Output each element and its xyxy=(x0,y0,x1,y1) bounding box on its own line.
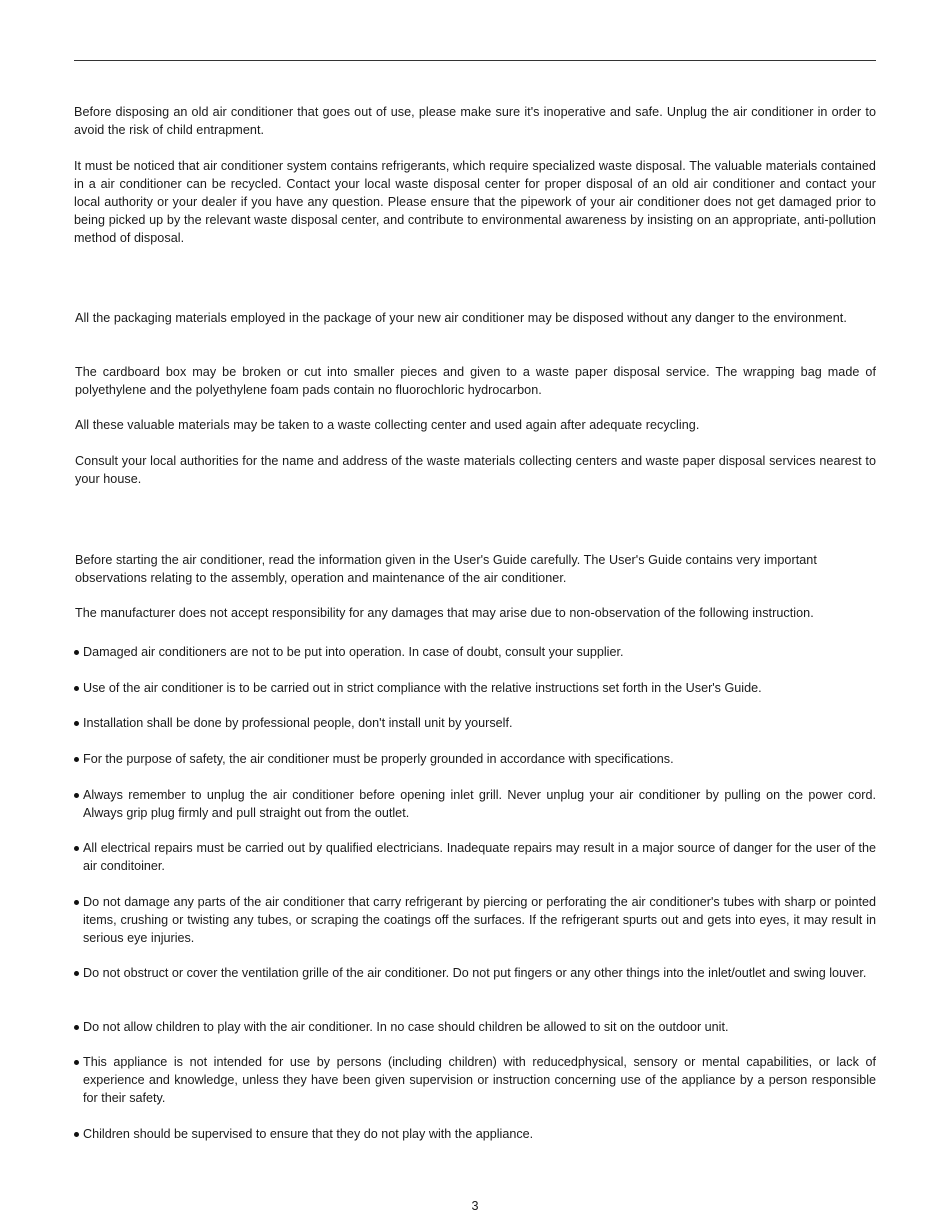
packaging-paragraph-4: Consult your local authorities for the name and address of the waste materials collecting centers and waste paper disposal services nearest to your house. xyxy=(75,454,876,486)
bullet-icon xyxy=(74,757,79,762)
packaging-paragraph-1: All the packaging materials employed in the package of your new air conditioner may be disposed without any danger to the environment. xyxy=(75,311,847,325)
safety-bullet-text: Damaged air conditioners are not to be put into operation. In case of doubt, consult your supplier. xyxy=(83,645,624,659)
safety-bullet xyxy=(74,643,876,661)
packaging-paragraph-3: All these valuable materials may be taken to a waste collecting center and used again after adequate recycling. xyxy=(75,418,700,432)
safety-bullet-text: Use of the air conditioner is to be carried out in strict compliance with the relative instructions set forth in the User's Guide. xyxy=(83,681,762,695)
safety-bullet xyxy=(74,714,876,732)
bullet-icon xyxy=(74,650,79,655)
safety-bullet xyxy=(74,1053,876,1107)
bullet-icon xyxy=(74,1025,79,1030)
bullet-icon xyxy=(74,1132,79,1137)
safety-bullet-text: Installation shall be done by professional people, don't install unit by yourself. xyxy=(83,716,513,730)
bullet-icon xyxy=(74,721,79,726)
safety-bullet-text: Children should be supervised to ensure that they do not play with the appliance. xyxy=(83,1127,534,1141)
safety-bullet xyxy=(74,1018,876,1036)
disposal-paragraph-2: It must be noticed that air conditioner system contains refrigerants, which require specialized waste disposal. The valuable materials contained in a air conditioner can be recycled. Contact your local waste disposal center for proper disposal of an old air conditioner and contact your local authority or your dealer if you have any question. Please ensure that the pipework of your air conditioner does not get damaged prior to being picked up by the relevant waste disposal center, and contribute to environmental awareness by insisting on an appropriate, anti-pollution method of disposal. xyxy=(74,159,876,245)
safety-bullet xyxy=(74,893,876,947)
safety-bullet-text: Do not obstruct or cover the ventilation grille of the air conditioner. Do not put fingers or any other things into the inlet/outlet and swing louver. xyxy=(83,966,867,980)
safety-bullet xyxy=(74,839,876,875)
safety-bullet-text: This appliance is not intended for use by persons (including children) with reducedphysical, sensory or mental capabilities, or lack of experience and knowledge, unless they have been given supervision or instruction concerning use of the appliance by a person responsible for their safety. xyxy=(83,1055,876,1105)
safety-bullet-text: Do not damage any parts of the air conditioner that carry refrigerant by piercing or perforating the air conditioner's tubes with sharp or pointed items, crushing or twisting any tubes, or scraping the coatings off the surfaces. If the refrigerant spurts out and gets into eyes, it may result in serious eye injuries. xyxy=(83,895,876,945)
packaging-paragraph-2: The cardboard box may be broken or cut into smaller pieces and given to a waste paper disposal service. The wrapping bag made of polyethylene and the polyethylene foam pads contain no fluorochloric hydrocarbon. xyxy=(75,365,876,397)
safety-bullet xyxy=(74,750,876,768)
safety-bullet xyxy=(74,964,876,982)
safety-bullet xyxy=(74,786,876,822)
safety-bullet xyxy=(74,1125,876,1143)
safety-bullet-text: All electrical repairs must be carried out by qualified electricians. Inadequate repairs may result in a major source of danger for the user of the air conditoiner. xyxy=(83,841,876,873)
bullet-icon xyxy=(74,846,79,851)
page-number: 3 xyxy=(471,1199,479,1213)
safety-bullet-text: Do not allow children to play with the air conditioner. In no case should children be allowed to sit on the outdoor unit. xyxy=(83,1020,729,1034)
bullet-icon xyxy=(74,1060,79,1065)
safety-bullet xyxy=(74,679,876,697)
safety-disclaimer-paragraph: The manufacturer does not accept responsibility for any damages that may arise due to non-observation of the following instruction. xyxy=(75,606,814,620)
bullet-icon xyxy=(74,686,79,691)
bullet-icon xyxy=(74,793,79,798)
safety-bullet-text: Always remember to unplug the air conditioner before opening inlet grill. Never unplug your air conditioner by pulling on the power cord. Always grip plug firmly and pull straight out from the outlet. xyxy=(83,788,876,820)
disposal-paragraph-1: Before disposing an old air conditioner that goes out of use, please make sure it's inoperative and safe. Unplug the air conditioner in order to avoid the risk of child entrapment. xyxy=(74,105,876,137)
bullet-icon xyxy=(74,900,79,905)
safety-bullet-text: For the purpose of safety, the air conditioner must be properly grounded in accordance with specifications. xyxy=(83,752,674,766)
bullet-icon xyxy=(74,971,79,976)
safety-intro-paragraph: Before starting the air conditioner, read the information given in the User's Guide carefully. The User's Guide contains very important observations relating to the assembly, operation and maintenance of the air conditioner. xyxy=(75,553,817,585)
header-rule xyxy=(74,60,876,61)
